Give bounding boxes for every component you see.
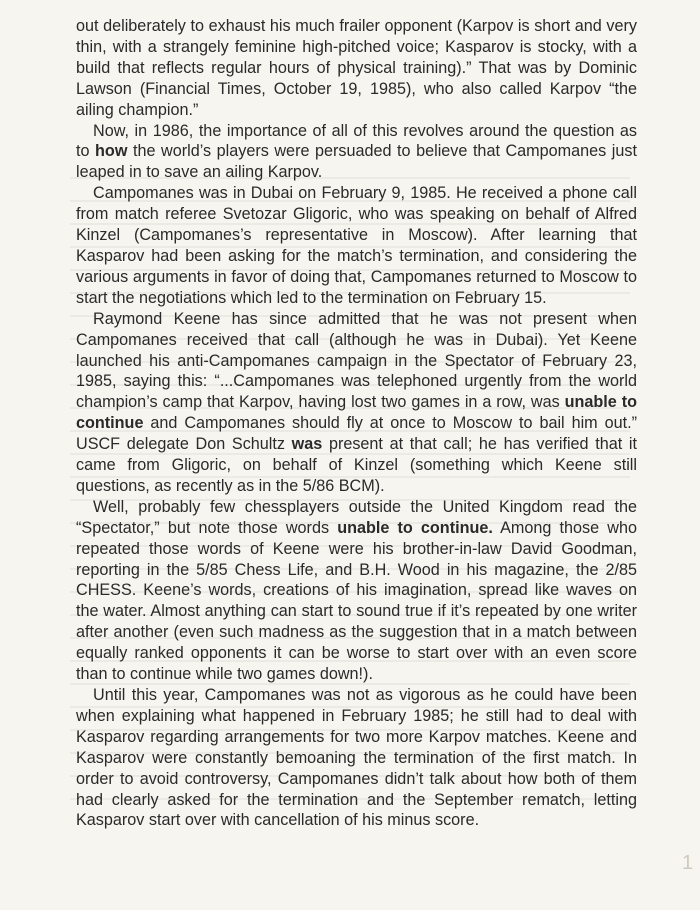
paragraph-2 xyxy=(76,121,637,184)
paragraph-4 xyxy=(76,309,637,497)
emphasis-unable-to-continue: unable to continue xyxy=(76,393,637,433)
text-run: present at that call; he has verified that it came from Gligoric, on behalf of Kinzel (something which Keene still questions, as recently as in the 5/86 BCM). xyxy=(76,435,637,495)
paragraph-3 xyxy=(76,183,637,308)
emphasis-how: how xyxy=(95,142,128,161)
text-run: out deliberately to exhaust his much frailer opponent (Karpov is short and very thin, with a strangely feminine high-pitched voice; Kasparov is stocky, with a build that reflects regular hours of physical training).” That was by Dominic Lawson (Financial Times, October 19, 1985), who also called Karpov “the ailing champion.” xyxy=(76,17,637,119)
text-run: the world’s players were persuaded to believe that Campomanes just leaped in to save an ailing Karpov. xyxy=(76,142,637,182)
emphasis-unable-to-continue: unable to continue. xyxy=(337,518,493,537)
emphasis-was: was xyxy=(291,435,323,454)
paragraph-1 xyxy=(76,16,637,121)
text-run: and Campomanes should fly at once to Moscow to bail him out.” USCF delegate Don Schultz xyxy=(76,414,637,454)
text-run: Until this year, Campomanes was not as vigorous as he could have been when explaining what happened in February 1985; he still had to deal with Kasparov regarding arrangements for two more Karpov matches. Keene and Kasparov were constantly bemoaning the termination of the first match. In order to avoid controversy, Campomanes didn’t talk about how both of them had clearly asked for the termination and the September rematch, letting Kasparov start over with cancellation of his minus score. xyxy=(76,686,637,830)
paragraph-6 xyxy=(76,685,637,831)
text-run: Raymond Keene has since admitted that he was not present when Campomanes received that call (although he was in Dubai). Yet Keene launched his anti-Campomanes campaign in the Spectator of February 23, 1985, saying this: “...Campomanes was telephoned urgently from the world champion’s camp that Karpov, having lost two games in a row, was xyxy=(76,309,637,412)
text-run: Now, in 1986, the importance of all of this revolves around the question as to xyxy=(76,121,637,161)
text-run: Campomanes was in Dubai on February 9, 1985. He received a phone call from match referee Svetozar Gligoric, who was speaking on behalf of Alfred Kinzel (Campomanes’s representative in Moscow). After learning that Kasparov had been asking for the match’s termination, and considering the various arguments in favor of doing that, Campomanes returned to Moscow to start the negotiations which led to the termination on February 15. xyxy=(76,184,637,307)
text-run: Well, probably few chessplayers outside the United Kingdom read the “Spectator,” but note those words xyxy=(76,497,637,537)
paragraph-5 xyxy=(76,497,637,685)
page-edge-mark: 1 xyxy=(682,852,694,874)
text-run: Among those who repeated those words of Keene were his brother-in-law David Goodman, reporting in the 5/85 Chess Life, and B.H. Wood in his magazine, the 2/85 CHESS. Keene’s words, creations of his imagination, spread like waves on the water. Almost anything can start to sound true if it’s repeated by one writer after another (even such madness as the suggestion that in a match between equally ranked opponents it can be worse to start over with an even score than to continue while two games down!). xyxy=(76,518,637,684)
article-body xyxy=(76,16,637,831)
